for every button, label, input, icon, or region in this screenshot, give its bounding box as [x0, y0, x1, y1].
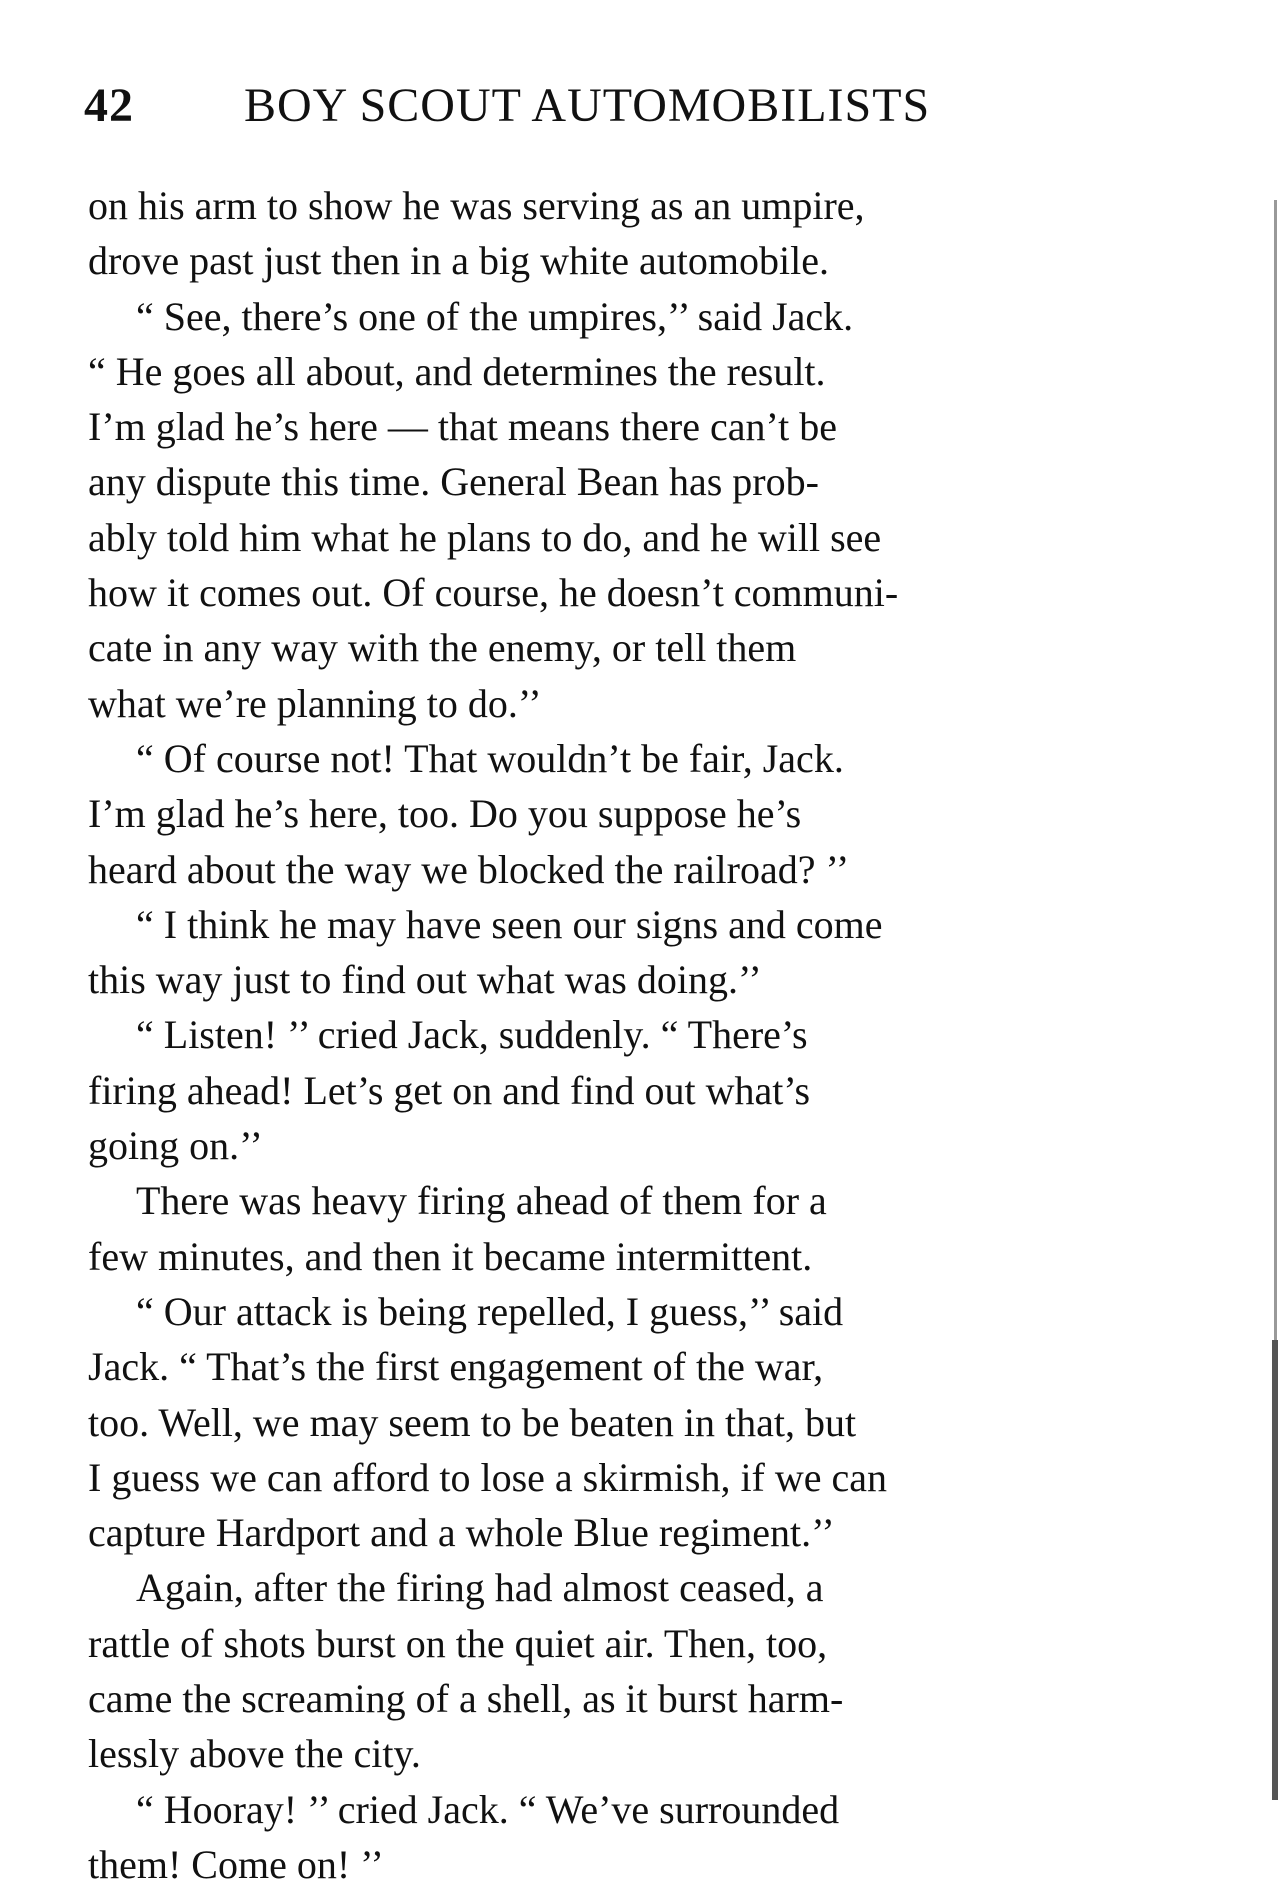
text-line: lessly above the city.	[88, 1731, 421, 1777]
text-line: “ I think he may have seen our signs and come	[136, 901, 883, 947]
page-edge-shadow-dark	[1272, 1340, 1278, 1800]
text-line: firing ahead! Let’s get on and find out what’s	[88, 1067, 811, 1113]
running-title: BOY SCOUT AUTOMOBILISTS	[244, 79, 931, 132]
text-line: “ Hooray! ’’ cried Jack. “ We’ve surrounded	[136, 1786, 840, 1832]
text-line: what we’re planning to do.’’	[88, 680, 542, 726]
text-line: I guess we can afford to lose a skirmish, if we can	[88, 1454, 888, 1500]
text-line: I’m glad he’s here, too. Do you suppose he’s	[88, 791, 802, 837]
text-line: “ Our attack is being repelled, I guess,’’ said	[136, 1288, 844, 1334]
text-line: capture Hardport and a whole Blue regiment.’’	[88, 1510, 835, 1556]
text-line: how it comes out. Of course, he doesn’t communi-	[88, 570, 899, 616]
text-line: “ He goes all about, and determines the result.	[88, 348, 826, 394]
text-line: “ Of course not! That wouldn’t be fair, Jack.	[136, 735, 844, 781]
text-line: Again, after the firing had almost ceased, a	[136, 1565, 824, 1611]
text-line: on his arm to show he was serving as an umpire,	[88, 183, 865, 228]
text-line: drove past just then in a big white automobile.	[88, 238, 829, 284]
text-line: going on.’’	[88, 1123, 263, 1169]
text-line: rattle of shots burst on the quiet air. Then, too,	[88, 1620, 828, 1666]
text-line: any dispute this time. General Bean has prob-	[88, 459, 819, 505]
text-line: came the screaming of a shell, as it burst harm-	[88, 1676, 844, 1722]
text-line: too. Well, we may seem to be beaten in that, but	[88, 1399, 857, 1445]
text-line: Jack. “ That’s the first engagement of the war,	[88, 1344, 824, 1390]
text-line: There was heavy firing ahead of them for a	[136, 1178, 827, 1224]
text-line: them! Come on! ’’	[88, 1841, 384, 1887]
page-header	[84, 78, 1184, 148]
page-number: 42	[84, 79, 134, 132]
text-line: cate in any way with the enemy, or tell them	[88, 625, 797, 671]
text-line: “ Listen! ’’ cried Jack, suddenly. “ There’s	[136, 1012, 808, 1058]
text-line: I’m glad he’s here — that means there can’t be	[88, 404, 837, 450]
text-line: few minutes, and then it became intermittent.	[88, 1233, 813, 1279]
text-line: heard about the way we blocked the railroad? ’’	[88, 846, 850, 892]
body-text	[88, 178, 1148, 1892]
text-line: ably told him what he plans to do, and he will see	[88, 514, 882, 560]
text-line: “ See, there’s one of the umpires,’’ said Jack.	[136, 293, 854, 339]
text-line: this way just to find out what was doing.’’	[88, 957, 762, 1003]
